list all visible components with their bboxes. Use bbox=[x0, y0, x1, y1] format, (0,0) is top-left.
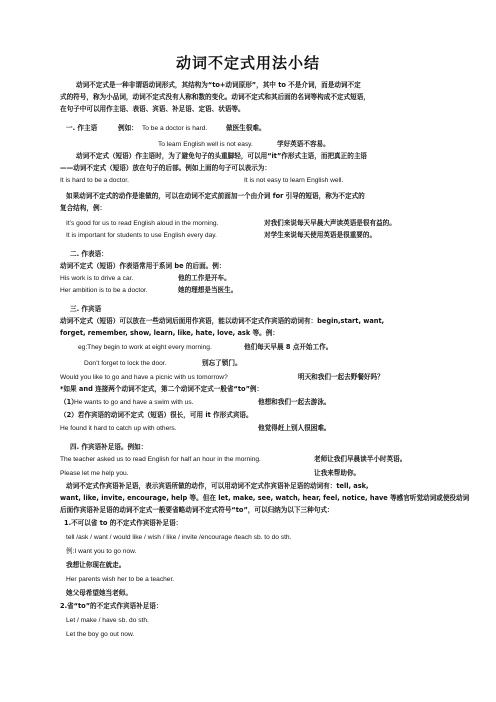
example-zh: 他们每天早晨 8 点开始工作。 bbox=[244, 343, 333, 351]
example-label: 例如： bbox=[118, 124, 138, 132]
pattern-heading: 1.不可以省 to 的不定式作宾语补足语： bbox=[64, 519, 183, 527]
example-zh: 他的工作是开车。 bbox=[178, 274, 231, 282]
example-zh: 她的理想是当医生。 bbox=[178, 286, 238, 294]
example-en: To be a doctor is hard. bbox=[142, 125, 208, 132]
note-line: 复合结构，例： bbox=[60, 204, 107, 212]
pattern-text: tell /ask / want / would like / wish / like / invite /encourage /teach sb. to do sth. bbox=[66, 534, 292, 541]
example-en: Don’t forget to lock the door. bbox=[84, 360, 167, 367]
example-zh: 别忘了锁门。 bbox=[202, 359, 242, 367]
example-en: Would you like to go and have a picnic with us tomorrow? bbox=[60, 374, 228, 381]
note-line: want, like, invite, encourage, help 等。但在 let, make, see, watch, hear, feel, notice, have 等感官听觉动词或使役动词 bbox=[60, 494, 470, 502]
example-zh: 她父母希望她当老师。 bbox=[66, 589, 132, 597]
example-en: eg:They begin to work at eight every morning. bbox=[78, 344, 212, 351]
note-line: （2）若作宾语的动词不定式（短语）很长，可用 it 作形式宾语。 bbox=[60, 411, 253, 419]
pattern-heading: 2.省“to”的不定式作宾语补足语： bbox=[60, 602, 163, 610]
pattern-text: Let / make / have sb. do sth. bbox=[66, 617, 149, 624]
note-line: 动词不定式作宾语补足语，表示宾语所做的动作，可以用动词不定式作宾语补足语的动词有：tell, ask, bbox=[66, 482, 369, 490]
page-title: 动词不定式用法小结 bbox=[175, 54, 320, 72]
note-line: 动词不定式（短语）可以放在一些动词后面用作宾语，能以动词不定式作宾语的动词有：begin,start, want, bbox=[60, 317, 385, 325]
intro-line: 动词不定式是一种非谓语动词形式，其结构为“to+动词原形”，其中 to 不是介词，而是动词不定 bbox=[76, 81, 361, 89]
example-en: Her ambition is to be a doctor. bbox=[60, 287, 148, 294]
example-en: He wants to go and have a swim with us. bbox=[74, 399, 194, 406]
example-zh: 我想让你现在就走。 bbox=[66, 561, 126, 569]
section-heading: 二. 作表语： bbox=[70, 250, 108, 258]
note-line: 动词不定式（短语）作表语常用于系词 be 的后面。例： bbox=[60, 262, 226, 270]
example-en: It is not easy to learn English well. bbox=[244, 177, 344, 184]
example-en: It is hard to be a doctor. bbox=[60, 177, 129, 184]
note-line: ——动词不定式（短语）放在句子的后部。例如上面的句子可以表示为： bbox=[60, 164, 271, 172]
example-zh: 让我来帮助你。 bbox=[314, 469, 361, 477]
example-zh: 学好英语不容易。 bbox=[277, 140, 330, 148]
example-en: To learn English well is not easy. bbox=[158, 141, 253, 148]
note-line: 如果动词不定式的动作是谁做的，可以在动词不定式前面加一个由介词 for 引导的短语，称为不定式的 bbox=[66, 192, 365, 200]
example-en: Please let me help you. bbox=[60, 470, 129, 477]
example-zh: 对学生来说每天使用英语是很重要的。 bbox=[264, 231, 377, 239]
example-en: 例:I want you to go now. bbox=[66, 548, 137, 555]
example-label: （1） bbox=[60, 398, 78, 406]
example-zh: 做医生很难。 bbox=[226, 124, 266, 132]
example-en: Let the boy go out now. bbox=[66, 631, 135, 638]
example-zh: 他觉得赶上别人很困难。 bbox=[258, 424, 331, 432]
example-en: It’s good for us to read English aloud in the morning. bbox=[66, 220, 219, 227]
section-heading: 三. 作宾语 bbox=[70, 305, 102, 313]
example-zh: 对我们来说每天早晨大声读英语是很有益的。 bbox=[264, 219, 396, 227]
intro-line: 在句子中可以用作主语、表语、宾语、补足语、定语、状语等。 bbox=[60, 105, 245, 113]
note-line: *如果 and 连接两个动词不定式，第二个动词不定式一般省“to”例： bbox=[60, 385, 264, 393]
example-zh: 明天和我们一起去野餐好吗？ bbox=[298, 373, 384, 381]
example-zh: 他想和我们一起去游泳。 bbox=[258, 398, 331, 406]
note-line: 后面作宾语补足语的动词不定式一般要省略动词不定式符号“to”，可以归纳为以下三种句式： bbox=[60, 506, 334, 514]
example-zh: 老师让我们早晨读半小时英语。 bbox=[314, 455, 407, 463]
example-en: He found it hard to catch up with others. bbox=[60, 425, 177, 432]
example-en: The teacher asked us to read English for half an hour in the morning. bbox=[60, 456, 261, 463]
example-en: His work is to drive a car. bbox=[60, 275, 134, 282]
note-line: forget, remember, show, learn, like, hate, love, ask 等。例： bbox=[60, 329, 279, 337]
section-heading: 四. 作宾语补足语。例如： bbox=[70, 443, 148, 451]
intro-line: 式的符号，称为小品词，动词不定式没有人称和数的变化。动词不定式和其后面的名词等构成不定式短语， bbox=[60, 93, 370, 101]
example-en: It is important for students to use English every day. bbox=[66, 232, 217, 239]
example-en: Her parents wish her to be a teacher. bbox=[66, 576, 175, 583]
note-line: 动词不定式（短语）作主语时，为了避免句子的头重脚轻，可以用“it”作形式主语，而把真正的主语 bbox=[76, 152, 368, 160]
section-heading: 一. 作主语 bbox=[66, 124, 98, 132]
